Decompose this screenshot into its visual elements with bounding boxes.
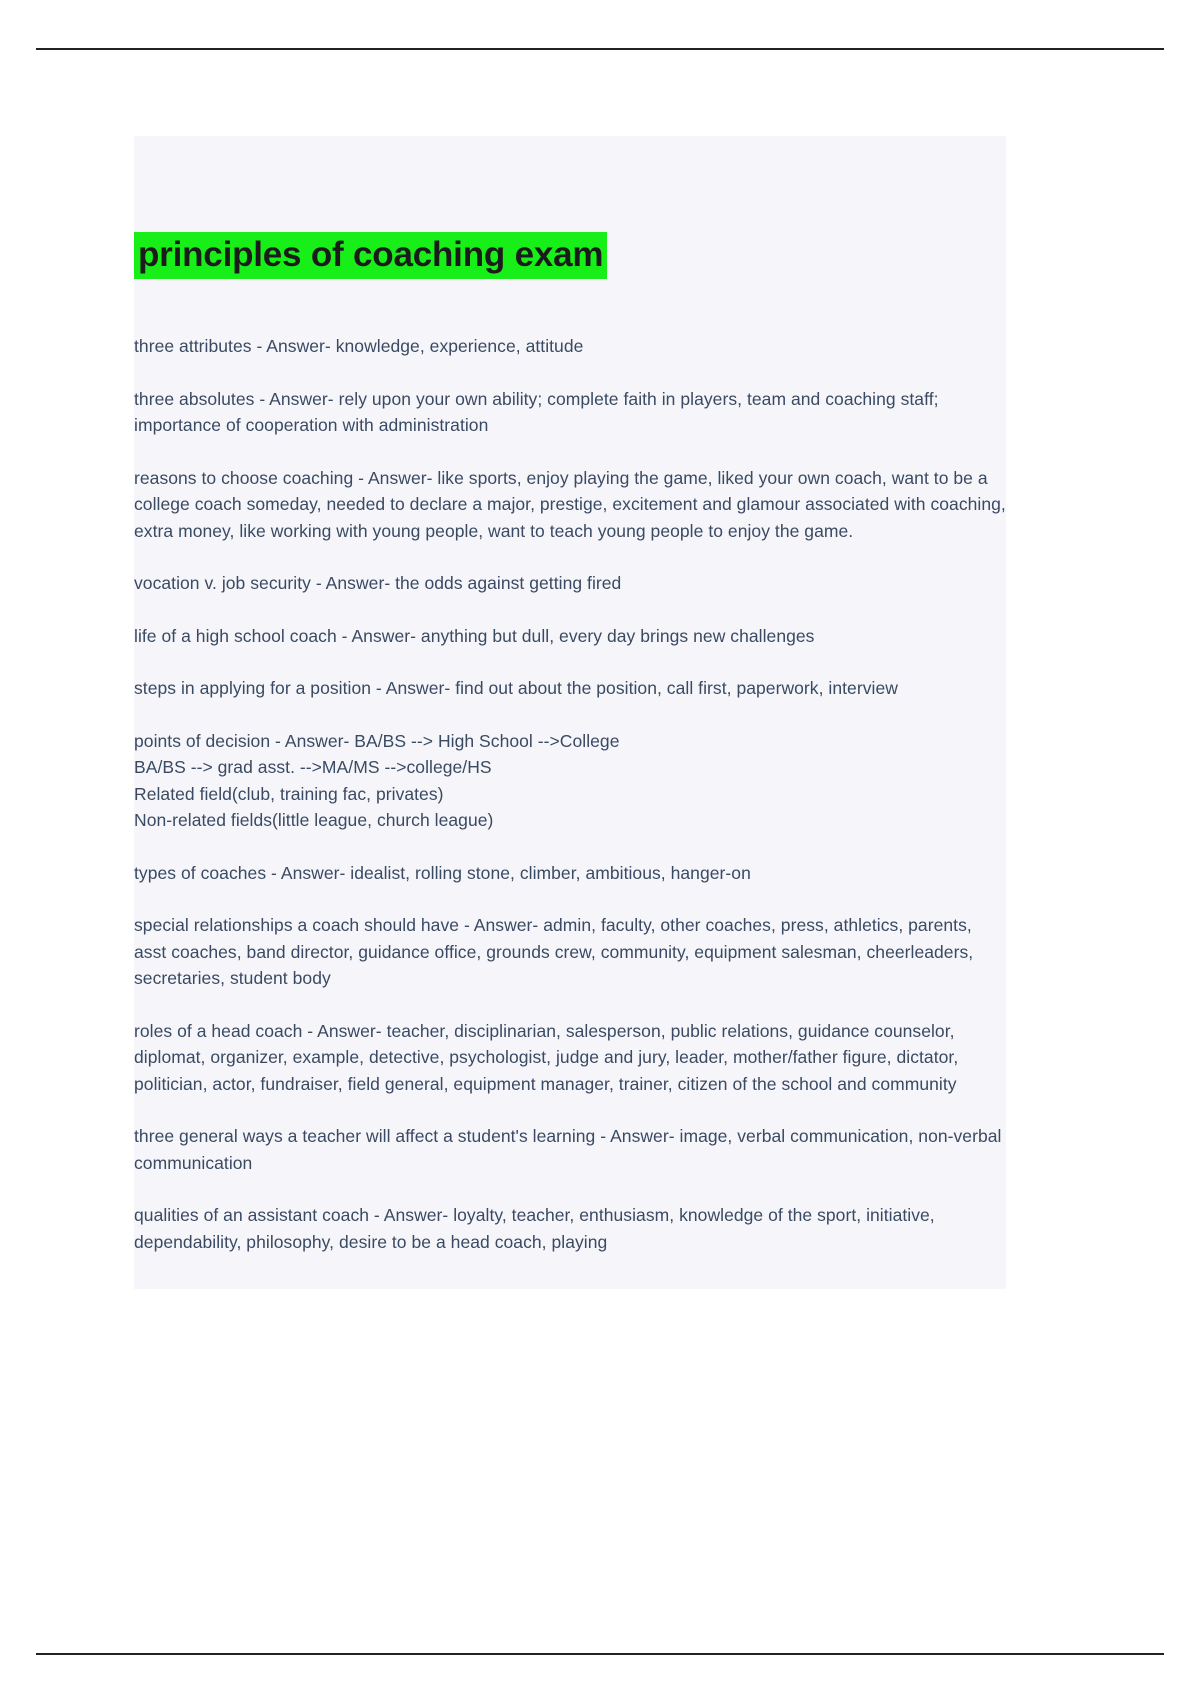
qa-line: points of decision - Answer- BA/BS --> High School -->College	[134, 730, 620, 751]
page-title: principles of coaching exam	[134, 232, 607, 279]
qa-line: types of coaches - Answer- idealist, rolling stone, climber, ambitious, hanger-on	[134, 862, 751, 883]
qa-entry-three-absolutes	[134, 386, 1006, 439]
qa-entry-steps-in-applying-for-a-position	[134, 675, 1006, 702]
qa-line: Non-related fields(little league, church league)	[134, 810, 494, 831]
qa-line: qualities of an assistant coach - Answer- loyalty, teacher, enthusiasm, knowledge of the sport, initiative, dependability, philosophy, desire to be a head coach, playing	[134, 1205, 935, 1252]
qa-line: life of a high school coach - Answer- anything but dull, every day brings new challenges	[134, 625, 815, 646]
qa-line: Related field(club, training fac, privates)	[134, 783, 444, 804]
qa-entry-qualities-of-an-assistant-coach	[134, 1202, 1006, 1255]
footer-divider	[36, 1653, 1164, 1655]
qa-line: roles of a head coach - Answer- teacher, disciplinarian, salesperson, public relations, guidance counselor, diplomat, organizer, example, detective, psychologist, judge and jury, leader, mother/father figure, dictator, politician, actor, fundraiser, field general, equipment manager, trainer, citizen of the school and community	[134, 1020, 959, 1094]
qa-entry-life-of-a-high-school-coach	[134, 623, 1006, 650]
document-content	[134, 136, 1006, 1289]
qa-line: steps in applying for a position - Answer- find out about the position, call first, paperwork, interview	[134, 678, 898, 699]
qa-line: special relationships a coach should have - Answer- admin, faculty, other coaches, press, athletics, parents, asst coaches, band director, guidance office, grounds crew, community, equipment salesman, cheerleaders, secretaries, student body	[134, 915, 974, 989]
title-block	[134, 136, 1006, 323]
qa-line: three general ways a teacher will affect a student's learning - Answer- image, verbal communication, non-verbal communication	[134, 1126, 1002, 1173]
qa-entry-points-of-decision	[134, 728, 1006, 834]
qa-line: three absolutes - Answer- rely upon your own ability; complete faith in players, team and coaching staff; importance of cooperation with administration	[134, 388, 939, 436]
qa-entry-reasons-to-choose-coaching	[134, 465, 1006, 545]
qa-entry-three-attributes	[134, 333, 1006, 360]
qa-line: reasons to choose coaching - Answer- like sports, enjoy playing the game, liked your own coach, want to be a college coach someday, needed to declare a major, prestige, excitement and glamour associated with coaching, extra money, like working with young people, want to teach young people to enjoy the game.	[134, 467, 1006, 541]
qa-entry-vocation-v-job-security	[134, 570, 1006, 597]
qa-list	[134, 323, 1006, 1289]
header-divider	[36, 48, 1164, 50]
qa-line: three attributes - Answer- knowledge, experience, attitude	[134, 336, 584, 357]
qa-entry-three-general-ways-a-teacher-will-affect-a-students-learning	[134, 1123, 1006, 1176]
qa-entry-roles-of-a-head-coach	[134, 1018, 1006, 1098]
qa-line: BA/BS --> grad asst. -->MA/MS -->college/HS	[134, 757, 492, 778]
qa-entry-special-relationships-a-coach-should-have	[134, 912, 1006, 992]
qa-entry-types-of-coaches	[134, 860, 1006, 887]
qa-line: vocation v. job security - Answer- the odds against getting fired	[134, 573, 622, 594]
